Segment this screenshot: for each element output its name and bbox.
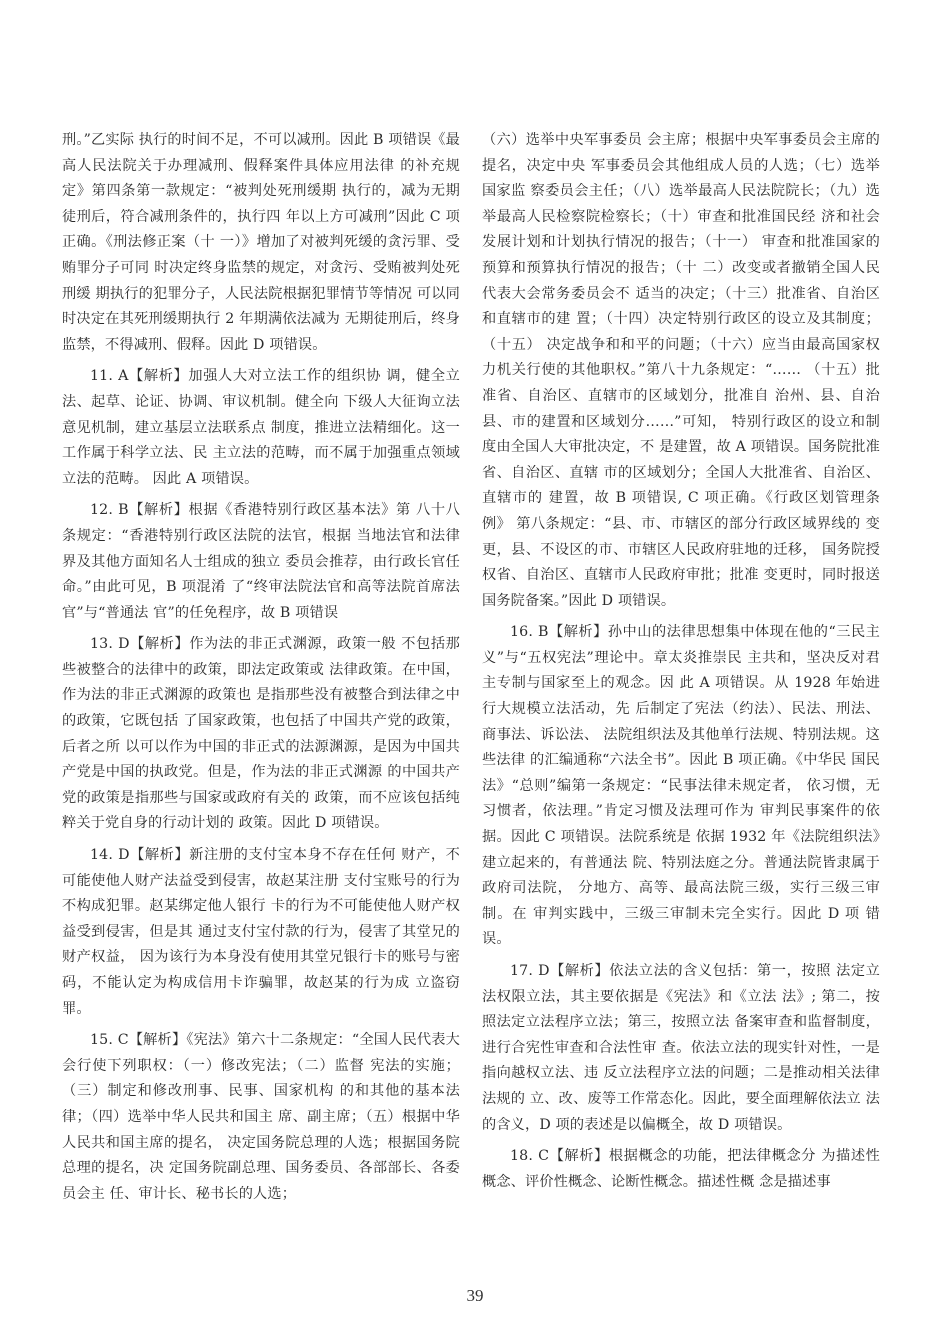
answer-12: 12. B【解析】根据《香港特别行政区基本法》第 八十八条规定：“香港特别行政区法院的法官，根据 当地法官和法律界及其他方面知名人士组成的独立 委员会推荐，由行政长官任命。”由此可见，B 项混淆 了“终审法院法官和高等法院首席法官”与“普通法 官”的任免程序，故 B 项错误 — [62, 502, 460, 621]
answer-15-continued: （六）选举中央军事委员 会主席；根据中央军事委员会主席的提名，决定中央 军事委员会其他组成人员的人选；（七）选举国家监 察委员会主任；（八）选举最高人民法院院长；（九）选 举最高人民检察院检察长；（十）审查和批准国民经 济和社会发展计划和计划执行情况的报告；（十一） 审查和批准国家的预算和预算执行情况的报告；（十 二）改变或者撤销全国人民代表大会常务委员会不 适当的决定；（十三）批准省、自治区和直辖市的建 置；（十四）决定特别行政区的设立及其制度；（十五） 决定战争和和平的问题；（十六）应当由最高国家权 力机关行使的其他职权。”第八十九条规定：“…… （十五）批准省、自治区、直辖市的区域划分，批准自 治州、县、自治县、市的建置和区域划分……”可知， 特别行政区的设立和制度由全国人大审批决定，不 是建置，故 A 项错误。国务院批准省、自治区、直辖 市的区域划分；全国人大批准省、自治区、直辖市的 建置，故 B 项错误, C 项正确。《行政区划管理条例》 第八条规定：“县、市、市辖区的部分行政区域界线的 变更，县、不设区的市、市辖区人民政府驻地的迁移， 国务院授权省、自治区、直辖市人民政府审批；批准 变更时，同时报送国务院备案。”因此 D 项错误。 — [482, 132, 880, 609]
answer-13: 13. D【解析】作为法的非正式渊源，政策一般 不包括那些被整合的法律中的政策，即法定政策或 法律政策。在中国，作为法的非正式渊源的政策也 是指那些没有被整合到法律之中的政策，它既包括 了国家政策，也包括了中国共产党的政策，后者之所 以可以作为中国的非正式的法源渊源，是因为中国共 产党是中国的执政党。但是，作为法的非正式渊源 的中国共产党的政策是指那些与国家或政府有关的 政策，而不应该包括纯粹关于党自身的行动计划的 政策。因此 D 项错误。 — [62, 636, 460, 832]
answer-16: 16. B【解析】孙中山的法律思想集中体现在他的“三民主义”与“五权宪法”理论中。章太炎推崇民 主共和，坚决反对君主专制与国家至上的观念。因 此 A 项错误。从 1928 年始进行大规模立法活动，先 后制定了宪法（约法）、民法、刑法、商事法、诉讼法、 法院组织法及其他单行法规、特别法规。这些法律 的汇编通称“六法全书”。因此 B 项正确。《中华民 国民法》“总则”编第一条规定：“民事法律未规定者， 依习惯，无习惯者，依法理。”肯定习惯及法理可作为 审判民事案件的依据。因此 C 项错误。法院系统是 依据 1932 年《法院组织法》建立起来的，有普通法 院、特别法庭之分。普通法院皆隶属于政府司法院， 分地方、高等、最高法院三级，实行三级三审制。在 审判实践中，三级三审制未完全实行。因此 D 项 错误。 — [482, 624, 880, 948]
right-column — [482, 128, 880, 1195]
answer-18: 18. C【解析】根据概念的功能，把法律概念分 为描述性概念、评价性概念、论断性概念。描述性概 念是描述事 — [482, 1148, 880, 1190]
answer-17: 17. D【解析】依法立法的含义包括：第一，按照 法定立法权限立法，其主要依据是《宪法》和《立法 法》; 第二，按照法定立法程序立法；第三，按照立法 备案审查和监督制度，进行合宪性审查和合法性审 查。依法立法的现实针对性，一是指向越权立法、违 反立法程序立法的问题；二是推动相关法律法规的 立、改、废等工作常态化。因此，要全面理解依法立 法的含义，D 项的表述是以偏概全，故 D 项错误。 — [482, 963, 880, 1133]
continued-paragraph: 刑。”乙实际 执行的时间不足，不可以减刑。因此 B 项错误《最 高人民法院关于办理减刑、假释案件具体应用法律 的补充规定》第四条第一款规定：“被判处死刑缓期 执行的，减为无期徒刑后，符合减刑条件的，执行四 年以上方可减刑”因此 C 项正确。《刑法修正案（十 一）》增加了对被判死缓的贪污罪、受贿罪分子可同 时决定终身监禁的规定，对贪污、受贿被判处死刑缓 期执行的犯罪分子，人民法院根据犯罪情节等情况 可以同时决定在其死刑缓期执行 2 年期满依法减为 无期徒刑后，终身监禁，不得减刑、假释。因此 D 项错误。 — [62, 132, 460, 353]
left-column — [62, 128, 460, 1207]
answer-15: 15. C【解析】《宪法》第六十二条规定：“全国人民代表大会行使下列职权：（一）修改宪法；（二）监督 宪法的实施；（三）制定和修改刑事、民事、国家机构 的和其他的基本法律；（四）选举中华人民共和国主 席、副主席；（五）根据中华人民共和国主席的提名， 决定国务院总理的人选；根据国务院总理的提名，决 定国务院副总理、国务委员、各部部长、各委员会主 任、审计长、秘书长的人选； — [62, 1032, 460, 1202]
answer-11: 11. A【解析】加强人大对立法工作的组织协 调，健全立法、起草、论证、协调、审议机制。健全向 下级人大征询立法意见机制，建立基层立法联系点 制度，推进立法精细化。这一工作属于科学立法、民 主立法的范畴，而不属于加强重点领域立法的范畴。 因此 A 项错误。 — [62, 368, 460, 487]
answer-14: 14. D【解析】新注册的支付宝本身不存在任何 财产，不可能使他人财产法益受到侵害，故赵某注册 支付宝账号的行为不构成犯罪。赵某绑定他人银行 卡的行为不可能使他人财产权益受到侵害，但是其 通过支付宝付款的行为，侵害了其堂兄的财产权益， 因为该行为本身没有使用其堂兄银行卡的账号与密 码，不能认定为构成信用卡诈骗罪，故赵某的行为成 立盗窃罪。 — [62, 847, 460, 1017]
page-number: 39 — [466, 1286, 484, 1305]
